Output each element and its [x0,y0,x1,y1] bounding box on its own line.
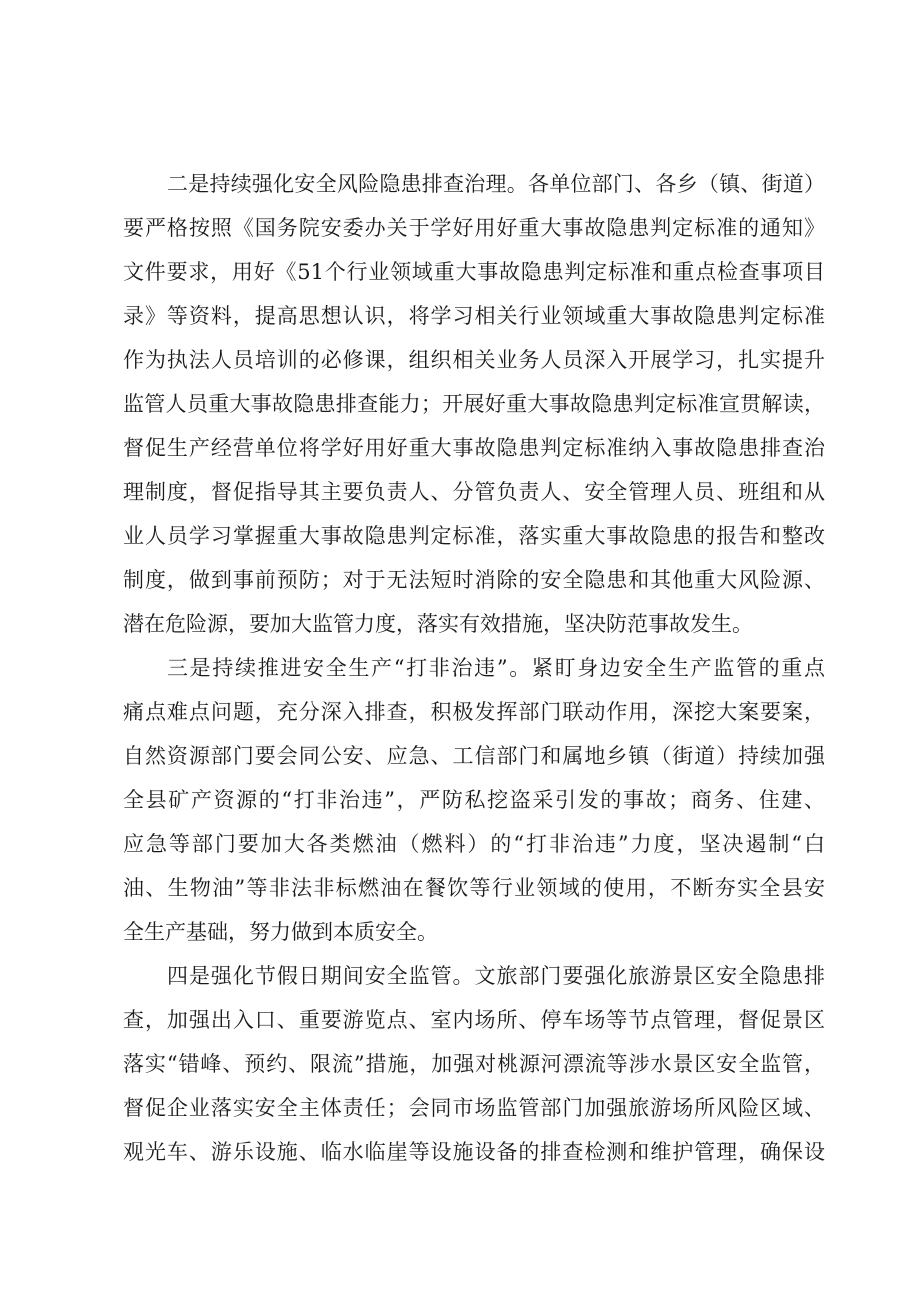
paragraph-2-line-7: 全生产基础，努力做到本质安全。 [123,920,438,944]
paragraph-1-line-6: 监管人员重大事故隐患排查能力；开展好重大事故隐患判定标准宣贯解读， [123,392,825,416]
paragraph-2-line-6: 油、生物油”等非法非标燃油在餐饮等行业领域的使用，不断夯实全县安 [123,876,825,900]
paragraph-2-line-2: 痛点难点问题，充分深入排查，积极发挥部门联动作用，深挖大案要案， [123,700,825,724]
paragraph-1-line-10: 制度，做到事前预防；对于无法短时消除的安全隐患和其他重大风险源、 [123,568,825,592]
paragraph-1-line-11: 潜在危险源，要加大监管力度，落实有效措施，坚决防范事故发生。 [123,612,753,636]
paragraph-3-line-5: 观光车、游乐设施、临水临崖等设施设备的排查检测和维护管理，确保设 [123,1140,825,1164]
paragraph-2-line-5: 应急等部门要加大各类燃油（燃料）的“打非治违”力度，坚决遏制“白 [123,832,825,856]
paragraph-1-line-7: 督促生产经营单位将学好用好重大事故隐患判定标准纳入事故隐患排查治 [123,436,825,460]
paragraph-1-line-5: 作为执法人员培训的必修课，组织相关业务人员深入开展学习，扎实提升 [123,348,825,372]
paragraph-1-line-8: 理制度，督促指导其主要负责人、分管负责人、安全管理人员、班组和从 [123,480,825,504]
paragraph-2-line-1: 三是持续推进安全生产“打非治违”。紧盯身边安全生产监管的重点 [167,656,825,680]
paragraph-1-line-3: 文件要求，用好《51个行业领域重大事故隐患判定标准和重点检查事项目 [123,260,825,284]
paragraph-3-line-2: 查，加强出入口、重要游览点、室内场所、停车场等节点管理，督促景区 [123,1008,825,1032]
paragraph-1-line-9: 业人员学习掌握重大事故隐患判定标准，落实重大事故隐患的报告和整改 [123,524,825,548]
paragraph-3-line-3: 落实“错峰、预约、限流”措施，加强对桃源河漂流等涉水景区安全监管， [123,1052,825,1076]
paragraph-2-line-4: 全县矿产资源的“打非治违”，严防私挖盗采引发的事故；商务、住建、 [123,788,825,812]
paragraph-1-line-2: 要严格按照《国务院安委办关于学好用好重大事故隐患判定标准的通知》 [123,216,825,240]
document-body [123,162,825,1174]
paragraph-3-line-4: 督促企业落实安全主体责任；会同市场监管部门加强旅游场所风险区域、 [123,1096,825,1120]
paragraph-2-line-3: 自然资源部门要会同公安、应急、工信部门和属地乡镇（街道）持续加强 [123,744,825,768]
paragraph-1-line-4: 录》等资料，提高思想认识，将学习相关行业领域重大事故隐患判定标准 [123,304,825,328]
paragraph-1-line-1: 二是持续强化安全风险隐患排查治理。各单位部门、各乡（镇、街道） [167,172,825,196]
paragraph-3-line-1: 四是强化节假日期间安全监管。文旅部门要强化旅游景区安全隐患排 [167,964,825,988]
